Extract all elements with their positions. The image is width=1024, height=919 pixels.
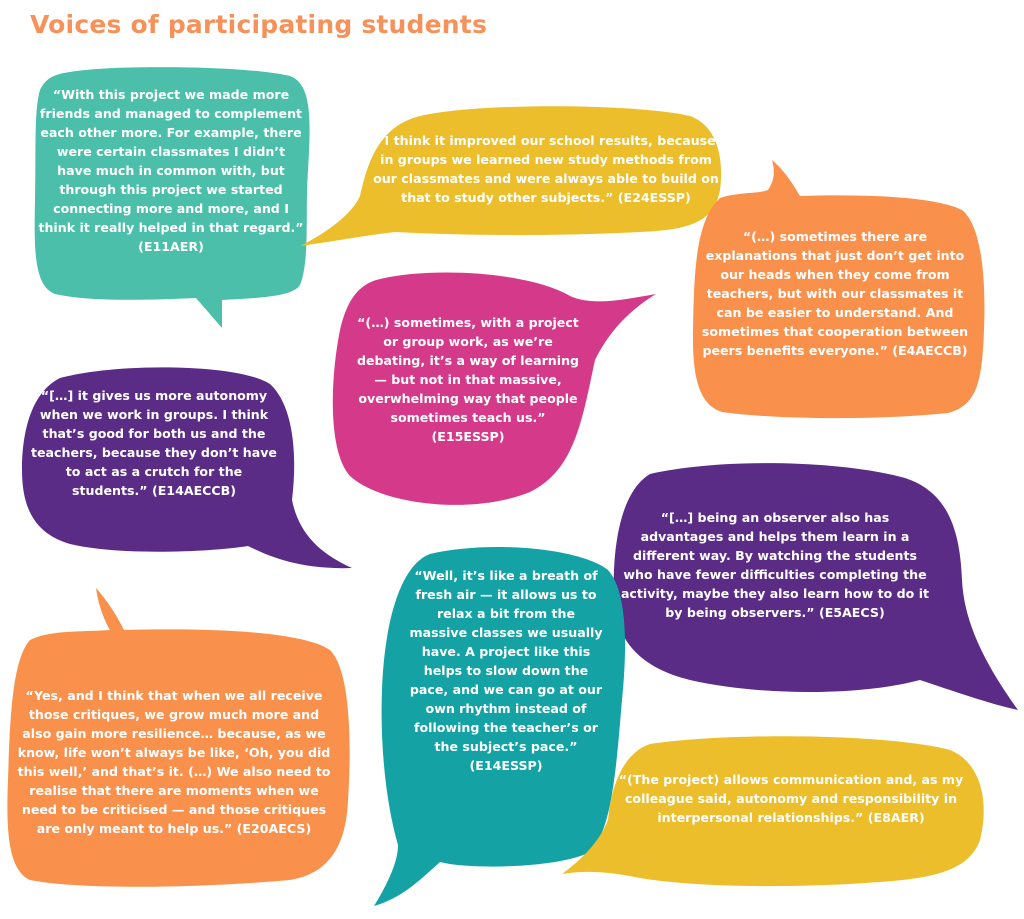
quote-code: (E4AECCB) <box>892 343 968 358</box>
quote-code: (E8AER) <box>867 810 925 825</box>
quote-text: “(…) sometimes, with a project or group work, as we’re debating, it’s a way of learning — but not in that massive, overwhelming way that people sometimes teach us.” <box>356 315 580 425</box>
quote-text: “Yes, and I think that when we all receive those critiques, we grow much more and also gain more resilience… because, as we know, life won’t always be like, ‘Oh, you did this well,’ and that’s it. (…) We also need to realise that there are moments when we need to be criticised — and those critiques are only meant to help us.” <box>17 688 331 836</box>
quote-code: (E20AECS) <box>236 821 312 836</box>
quote-1 <box>38 85 304 256</box>
quote-code: (E11AER) <box>138 239 204 254</box>
quote-text: “(…) sometimes there are explanations that just don’t get into our heads when they come from teachers, but with our classmates it can be easier to understand. And sometimes that cooperation between peers benefits everyone.” <box>701 229 969 358</box>
quote-5 <box>30 386 278 500</box>
quote-text: “With this project we made more friends and managed to complement each other more. For example, there were certain classmates I didn’t have much in common with, but through this project we started connecting more and more, and I think it really helped in that regard.” <box>38 87 304 235</box>
quote-4 <box>355 313 581 446</box>
quote-text: “(The project) allows communication and, as my colleague said, autonomy and responsibility in interpersonal relationships.” <box>618 772 964 825</box>
quote-text: “Well, it’s like a breath of fresh air — it allows us to relax a bit from the massive classes we usually have. A project like this helps to slow down the pace, and we can go at our own rhythm instead of following the teacher’s or the subject’s pace.” <box>409 568 603 754</box>
quote-7 <box>406 566 606 775</box>
quote-text: “[…] it gives us more autonomy when we work in groups. I think that’s good for both us and the teachers, because they don’t have to act as a crutch for the students.” <box>31 388 277 498</box>
quote-9 <box>608 770 974 827</box>
quote-2 <box>372 131 720 207</box>
quote-6 <box>620 508 930 622</box>
quote-code: (E5AECS) <box>818 605 885 620</box>
quote-text: “I think it improved our school results, because in groups we learned new study methods from our classmates and were always able to build on that to study other subjects.” <box>373 133 719 205</box>
quote-8 <box>14 686 334 838</box>
quote-code: (E14ESSP) <box>469 758 543 773</box>
quote-code: (E24ESSP) <box>617 190 691 205</box>
page-title: Voices of participating students <box>30 10 488 39</box>
quote-code: (E15ESSP) <box>431 429 505 444</box>
quote-code: (E14AECCB) <box>151 483 237 498</box>
quote-3 <box>700 227 970 360</box>
quote-text: “[…] being an observer also has advantages and helps them learn in a different way. By watching the students who have fewer difficulties completing the activity, maybe they also learn how to do it by being observers.” <box>620 510 930 620</box>
